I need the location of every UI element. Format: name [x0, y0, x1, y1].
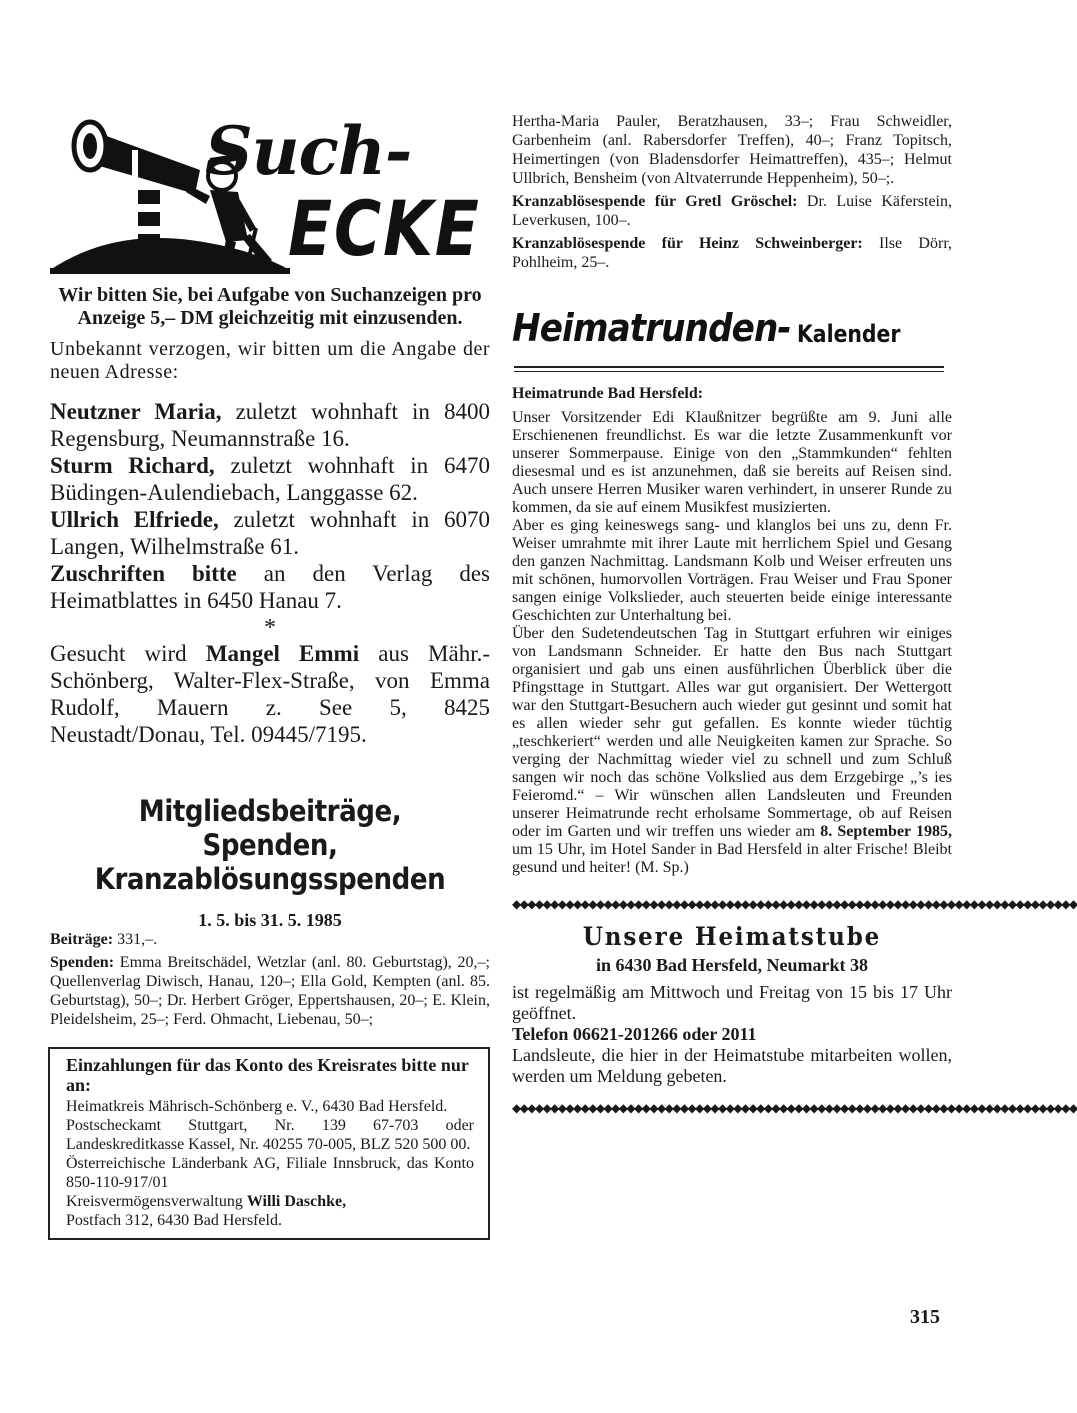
kranz-text: Dr. Luise Käferstein, Leverkusen, 100–.	[512, 193, 952, 229]
gesucht-entry	[50, 640, 490, 748]
separator-asterisk: *	[264, 615, 276, 641]
ecke-title: ECKE	[288, 184, 481, 273]
spenden-text: Emma Breitschädel, Wetzlar (anl. 80. Geburtstag), 20,–; Quellenverlag Diwisch, Hanau, 120–; Ella Gold, Kempten (anl. 85. Geburtstag), 50–; Dr. Herbert Gröger, Eppertshausen, 20–; E. Klein, Pleidelsheim, 25–; Ferd. Ohmacht, Liebenau, 50–;	[50, 954, 490, 1028]
kranz-label: Kranzablösespende für Heinz Schweinberger:	[512, 235, 863, 252]
beitraege-value: 331,–.	[113, 931, 158, 948]
konto-line: Heimatkreis Mährisch-Schönberg e. V., 6430 Bad Hersfeld.	[66, 1098, 448, 1115]
heimatstube-address: in 6430 Bad Hersfeld, Neumarkt 38	[596, 955, 868, 975]
kalender-subheading: Heimatrunde Bad Hersfeld:	[512, 385, 704, 402]
entry-text: zuletzt wohnhaft in 6070 Langen, Wilhelmstraße 61.	[50, 507, 491, 559]
konto-line: Österreichische Länderbank AG, Filiale Innsbruck, das Konto 850-110-917/01	[66, 1155, 474, 1191]
kalender-paragraph: Aber es ging keineswegs sang- und klanglos bei uns zu, denn Fr. Weiser umrahmte mit ihrer Laute mit herrlichem Spiel und Gesang den ganzen Nachmittag. Landsmann Kolb und Weiser erfreuten uns mit schönen, humorvollen Vorträgen. Frau Weiser und Frau Sponer sangen einige Volkslieder, auch steuerten beide einige interessante Geschichten zur Unterhaltung bei.	[512, 517, 952, 624]
heimatstube-call: Landsleute, die hier in der Heimatstube mitarbeiten wollen, werden um Meldung gebeten.	[512, 1045, 952, 1086]
heimatstube-phone: Telefon 06621-201266 oder 2011	[512, 1024, 757, 1044]
left-column	[50, 110, 490, 1240]
spenden-label: Spenden:	[50, 954, 115, 971]
beitraege-line	[50, 930, 490, 949]
gesucht-name: Mangel Emmi	[205, 641, 360, 666]
kalender-header	[512, 306, 952, 364]
entry-name: Neutzner Maria,	[50, 399, 222, 424]
entry-text: zuletzt wohnhaft in 6470 Büdingen-Aulendiebach, Langgasse 62.	[50, 453, 490, 505]
suche-script-title: Such-	[205, 112, 412, 190]
kalender-paragraph	[512, 625, 952, 877]
fee-note: Wir bitten Sie, bei Aufgabe von Suchanzeigen pro Anzeige 5,– DM gleichzeitig mit einzusenden.	[58, 284, 482, 329]
gesucht-text: aus Mähr.-Schönberg, Walter-Flex-Straße, von Emma Rudolf, Mauern z. See 5, 8425 Neustadt/Donau, Tel. 09445/7195.	[50, 641, 491, 747]
kalender-paragraph: Unser Vorsitzender Edi Klaußnitzer begrüßte am 9. Juni alle Erschienenen freundlichst. Es war die letzte Zusammenkunft vor unserer Sommerpause. Einige von den „Stammkunden“ fehlten diesesmal und es ist anzunehmen, daß sie bereits auf Reisen sind. Auch unsere Herren Musiker waren verhindert, in unserer Runde zu kommen, da sie auf einem Musikfest musizierten.	[512, 409, 952, 516]
entry-name: Ullrich Elfriede,	[50, 507, 219, 532]
search-entry	[50, 560, 490, 614]
heimatstube-hours: ist regelmäßig am Mittwoch und Freitag von 15 bis 17 Uhr geöffnet.	[512, 982, 952, 1023]
spenden-paragraph	[50, 953, 490, 1029]
beitraege-heading	[72, 794, 468, 896]
ornament-rule-bottom: ◆◆◆◆◆◆◆◆◆◆◆◆◆◆◆◆◆◆◆◆◆◆◆◆◆◆◆◆◆◆◆◆◆◆◆◆◆◆◆◆◆◆◆◆◆◆◆◆◆◆◆◆◆◆◆◆◆◆◆◆◆◆◆◆◆◆◆◆◆◆◆◆◆◆	[512, 1101, 1077, 1115]
kranz-entry	[512, 234, 952, 272]
konto-box-title: Einzahlungen für das Konto des Kreisrates bitte nur an:	[66, 1055, 469, 1095]
konto-box	[48, 1047, 490, 1240]
kranz-text: Ilse Dörr, Pohlheim, 25–.	[512, 235, 953, 271]
ornament-rule-top: ◆◆◆◆◆◆◆◆◆◆◆◆◆◆◆◆◆◆◆◆◆◆◆◆◆◆◆◆◆◆◆◆◆◆◆◆◆◆◆◆◆◆◆◆◆◆◆◆◆◆◆◆◆◆◆◆◆◆◆◆◆◆◆◆◆◆◆◆◆◆◆◆◆◆	[512, 897, 1077, 911]
right-column	[512, 112, 1077, 1115]
konto-line	[66, 1192, 474, 1211]
kalender-p3-b: um 15 Uhr, im Hotel Sander in Bad Hersfeld in alter Frische! Bleibt gesund und heiter! (M. Sp.)	[512, 841, 952, 876]
page-number: 315	[910, 1306, 940, 1328]
kalender-rule-thin	[514, 371, 944, 372]
kalender-rule	[514, 366, 944, 368]
entry-name: Zuschriften bitte	[50, 561, 237, 586]
beitraege-heading-line2: Kranzablösungsspenden	[94, 862, 446, 896]
kalender-title: Heimatrunden-	[512, 306, 791, 350]
search-entry	[50, 506, 490, 560]
beitraege-label: Beiträge:	[50, 931, 114, 948]
konto-line: Postscheckamt Stuttgart, Nr. 139 67-703 oder Landeskreditkasse Kassel, Nr. 40255 70-005, BLZ 520 500 00.	[66, 1117, 474, 1153]
search-entry	[50, 452, 490, 506]
beitraege-period: 1. 5. bis 31. 5. 1985	[198, 910, 342, 930]
kranz-label: Kranzablösespende für Gretl Gröschel:	[512, 193, 798, 210]
gesucht-pre: Gesucht wird	[50, 641, 206, 666]
heimatstube-title: Unsere Heimatstube	[582, 922, 882, 951]
konto-line4-pre: Kreisvermögensverwaltung	[66, 1193, 247, 1210]
konto-line4-name: Willi Daschke,	[246, 1193, 347, 1210]
spenden-continued: Hertha-Maria Pauler, Beratzhausen, 33–; Frau Schweidler, Garbenheim (anl. Rabersdorfer Treffen), 40–; Franz Topitsch, Heimertingen (von Bladensdorfer Heimattreffen), 435–; Helmut Ullbrich, Bensheim (von Altvaterrunde Heppenheim), 50–;.	[512, 113, 952, 187]
suche-ecke-header	[50, 110, 490, 278]
moved-note: Unbekannt verzogen, wir bitten um die Angabe der neuen Adresse:	[50, 338, 490, 383]
entry-text: an den Verlag des Heimatblattes in 6450 Hanau 7.	[50, 561, 490, 613]
kalender-title-suffix: Kalender	[797, 320, 901, 348]
entry-text: zuletzt wohnhaft in 8400 Regensburg, Neumannstraße 16.	[50, 399, 490, 451]
beitraege-heading-line1: Mitgliedsbeiträge, Spenden,	[138, 794, 402, 862]
entry-name: Sturm Richard,	[50, 453, 215, 478]
kalender-p3-a: Über den Sudetendeutschen Tag in Stuttgart erfuhren wir einiges von Landsmann Schneider. Er hatte den Bus nach Stuttgart organisiert und gab uns einen ausführlichen Überblick über die Pfingsttage in Stuttgart. Alles war gut organisiert. Der Wettergott war den Stuttgart-Besuchern auch wieder gut gesinnt und somit hat es allen wieder sehr gut gefallen. Es konnte wieder tüchtig „teschkeriert“ werden und alle Neuigkeiten kamen zur Sprache. So verging der Nachmittag wieder viel zu schnell und zum Schluß sangen wir noch das schöne Volkslied aus dem Erzgebirge „’s ies Feieromd.“ – Wir wünschen allen Landsleuten und Freunden unserer Heimatrunde recht erholsame Sommertage, ob auf Reisen oder im Garten und wir treffen uns wieder am	[512, 625, 952, 840]
konto-line: Postfach 312, 6430 Bad Hersfeld.	[66, 1212, 282, 1229]
kranz-entry	[512, 192, 952, 230]
search-entry	[50, 398, 490, 452]
kalender-date: 8. September 1985,	[820, 823, 953, 840]
